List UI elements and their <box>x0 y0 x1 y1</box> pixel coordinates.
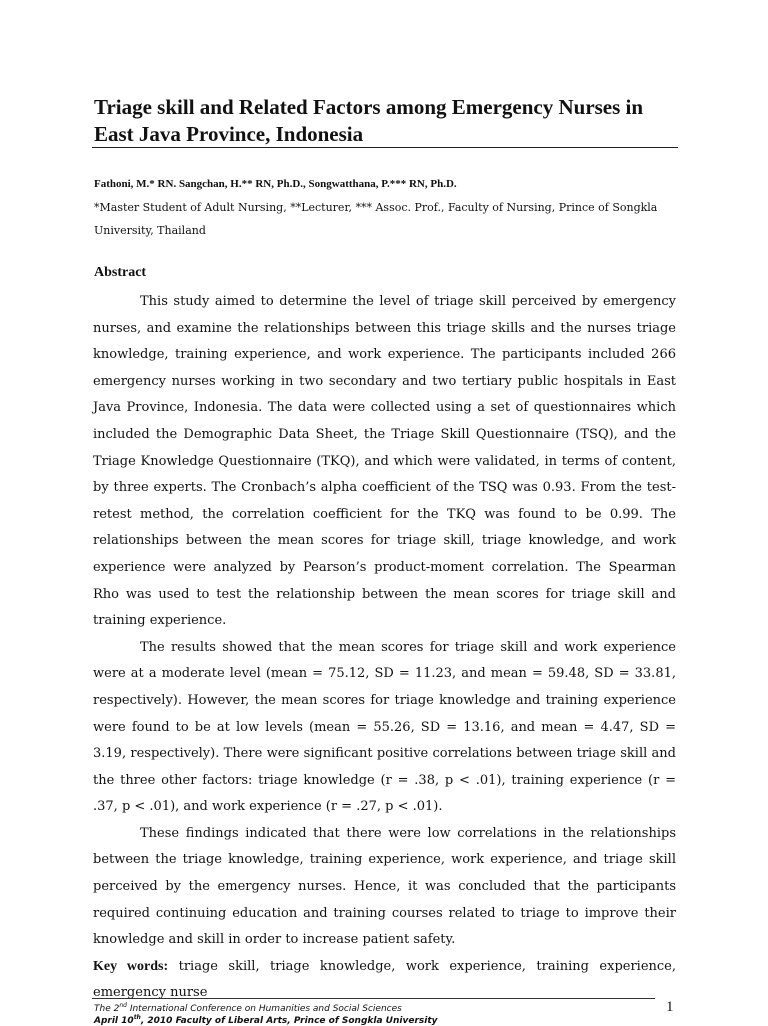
footer-date-sup: th <box>133 1014 141 1021</box>
footer-date-pre: April 10 <box>94 1016 134 1026</box>
footer-divider <box>92 998 655 999</box>
footer-conference-sup: nd <box>119 1002 127 1009</box>
title-divider <box>92 147 678 148</box>
footer-date-post: , 2010 Faculty of Liberal Arts, Prince of Songkla University <box>140 1016 438 1026</box>
keywords-label: Key words: <box>93 958 169 974</box>
abstract-paragraph-2: The results showed that the mean scores for triage skill and work experience were at a moderate level (mean = 75.12, SD = 11.23, and mean = 59.48, SD = 33.81, respectively). However, the mean scores for triage knowledge and training experience were found to be at low levels (mean = 55.26, SD = 13.16, and mean = 4.47, SD = 3.19, respectively). There were significant positive correlations between triage skill and the three other factors: triage knowledge (r = .38, p < .01), training experience (r = .37, p < .01), and work experience (r = .27, p < .01). <box>93 639 676 815</box>
keywords-text: triage skill, triage knowledge, work experience, training experience, emergency nurse <box>93 958 677 1001</box>
abstract-heading: Abstract <box>94 265 147 280</box>
footer-conference <box>94 1002 402 1014</box>
paper-title: Triage skill and Related Factors among Emergency Nurses in East Java Province, Indonesia <box>94 95 644 146</box>
footer-conference-pre: The 2 <box>94 1004 120 1014</box>
footer-date-venue <box>94 1014 438 1026</box>
abstract-body <box>93 289 676 1007</box>
keywords <box>93 954 676 1007</box>
page-number: 1 <box>666 999 674 1015</box>
footer-conference-post: International Conference on Humanities and Social Sciences <box>126 1004 402 1014</box>
author-list: Fathoni, M.* RN. Sangchan, H.** RN, Ph.D., Songwatthana, P.*** RN, Ph.D. <box>94 178 457 190</box>
abstract-paragraph-3: These findings indicated that there were low correlations in the relationships between the triage knowledge, training experience, work experience, and triage skill perceived by the emergency nurses. Hence, it was concluded that the participants required continuing education and training courses related to triage to improve their knowledge and skill in order to increase patient safety. <box>93 825 676 948</box>
abstract-paragraph-1: This study aimed to determine the level of triage skill perceived by emergency nurses, and examine the relationships between this triage skills and the nurses triage knowledge, training experience, and work experience. The participants included 266 emergency nurses working in two secondary and two tertiary public hospitals in East Java Province, Indonesia. The data were collected using a set of questionnaires which included the Demographic Data Sheet, the Triage Skill Questionnaire (TSQ), and the Triage Knowledge Questionnaire (TKQ), and which were validated, in terms of content, by three experts. The Cronbach’s alpha coefficient of the TSQ was 0.93. From the test-retest method, the correlation coefficient for the TKQ was found to be 0.99. The relationships between the mean scores for triage skill, triage knowledge, and work experience were analyzed by Pearson’s product-moment correlation. The Spearman Rho was used to test the relationship between the mean scores for triage skill and training experience. <box>93 294 676 629</box>
author-affiliation: *Master Student of Adult Nursing, **Lecturer, *** Assoc. Prof., Faculty of Nursing, Prince of Songkla University, Thailand <box>94 201 658 237</box>
